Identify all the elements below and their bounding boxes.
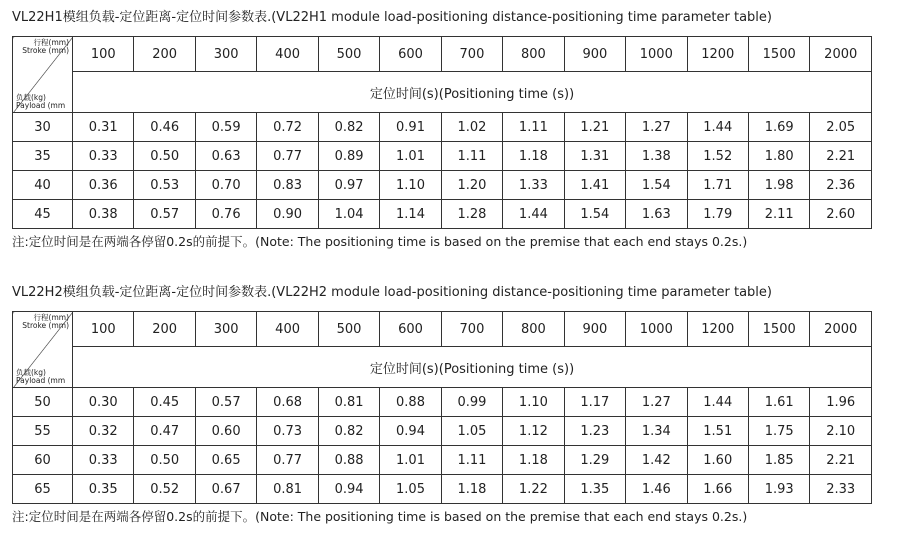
time-cell: 1.61: [748, 388, 809, 417]
time-cell: 0.59: [195, 113, 256, 142]
time-cell: 1.42: [626, 446, 687, 475]
stroke-axis-label: 行程(mm) Stroke (mm): [22, 313, 69, 330]
time-cell: 0.35: [73, 475, 134, 504]
time-cell: 0.94: [318, 475, 379, 504]
time-cell: 0.89: [318, 142, 379, 171]
table-row: [13, 113, 872, 142]
payload-cell: 45: [13, 200, 73, 229]
payload-cell: 65: [13, 475, 73, 504]
time-cell: 1.29: [564, 446, 625, 475]
payload-axis-label: 负载(kg) Payload (mm: [16, 93, 66, 110]
time-cell: 1.66: [687, 475, 748, 504]
time-cell: 1.44: [687, 113, 748, 142]
time-cell: 1.71: [687, 171, 748, 200]
table-note: 注:定位时间是在两端各停留0.2s的前提下。(Note: The positioning time is based on the premise that each end stays 0.2s.): [12, 509, 748, 524]
time-cell: 0.36: [73, 171, 134, 200]
time-cell: 2.36: [810, 171, 872, 200]
time-cell: 0.47: [134, 417, 195, 446]
time-cell: 0.65: [195, 446, 256, 475]
time-cell: 0.77: [257, 446, 318, 475]
stroke-header-cell: 500: [318, 312, 379, 347]
time-cell: 1.10: [380, 171, 441, 200]
time-cell: 1.12: [503, 417, 564, 446]
stroke-header-cell: 1200: [687, 312, 748, 347]
stroke-header-cell: 700: [441, 37, 502, 72]
time-cell: 0.30: [73, 388, 134, 417]
stroke-header-cell: 400: [257, 312, 318, 347]
time-cell: 0.88: [318, 446, 379, 475]
time-cell: 1.10: [503, 388, 564, 417]
time-cell: 2.33: [810, 475, 872, 504]
time-cell: 1.38: [626, 142, 687, 171]
time-cell: 1.44: [687, 388, 748, 417]
time-cell: 1.93: [748, 475, 809, 504]
table-title: VL22H1模组负载-定位距离-定位时间参数表.(VL22H1 module load-positioning distance-positioning time parameter table): [12, 10, 772, 25]
time-cell: 1.11: [441, 446, 502, 475]
parameter-table-vl22h1: [12, 36, 872, 229]
table-section-vl22h1: [12, 8, 888, 251]
time-cell: 0.68: [257, 388, 318, 417]
time-cell: 0.57: [195, 388, 256, 417]
time-cell: 0.90: [257, 200, 318, 229]
time-cell: 0.46: [134, 113, 195, 142]
stroke-header-cell: 700: [441, 312, 502, 347]
stroke-header-cell: 1500: [748, 312, 809, 347]
stroke-header-row: [13, 312, 872, 347]
payload-cell: 55: [13, 417, 73, 446]
time-cell: 2.21: [810, 142, 872, 171]
stroke-header-cell: 900: [564, 312, 625, 347]
time-cell: 2.05: [810, 113, 872, 142]
time-cell: 0.91: [380, 113, 441, 142]
payload-axis-label: 负载(kg) Payload (mm: [16, 368, 66, 385]
payload-cell: 40: [13, 171, 73, 200]
stroke-header-cell: 400: [257, 37, 318, 72]
time-cell: 1.46: [626, 475, 687, 504]
time-cell: 0.82: [318, 113, 379, 142]
time-cell: 1.05: [380, 475, 441, 504]
time-cell: 2.11: [748, 200, 809, 229]
time-cell: 1.22: [503, 475, 564, 504]
table-row: [13, 388, 872, 417]
table-row: [13, 446, 872, 475]
time-cell: 0.52: [134, 475, 195, 504]
positioning-time-label: 定位时间(s)(Positioning time (s)): [73, 347, 872, 388]
stroke-header-cell: 100: [73, 37, 134, 72]
stroke-header-cell: 1500: [748, 37, 809, 72]
time-cell: 1.04: [318, 200, 379, 229]
table-title: VL22H2模组负载-定位距离-定位时间参数表.(VL22H2 module load-positioning distance-positioning time parameter table): [12, 285, 772, 300]
time-cell: 1.21: [564, 113, 625, 142]
time-cell: 0.88: [380, 388, 441, 417]
time-cell: 1.01: [380, 446, 441, 475]
stroke-header-cell: 600: [380, 312, 441, 347]
corner-cell: [13, 37, 73, 113]
stroke-header-row: [13, 37, 872, 72]
time-cell: 0.82: [318, 417, 379, 446]
stroke-header-cell: 1000: [626, 37, 687, 72]
time-cell: 0.97: [318, 171, 379, 200]
time-cell: 0.70: [195, 171, 256, 200]
time-cell: 0.33: [73, 446, 134, 475]
stroke-header-cell: 300: [195, 312, 256, 347]
time-cell: 1.28: [441, 200, 502, 229]
time-cell: 0.83: [257, 171, 318, 200]
stroke-header-cell: 900: [564, 37, 625, 72]
time-cell: 1.79: [687, 200, 748, 229]
table-row: [13, 142, 872, 171]
payload-cell: 60: [13, 446, 73, 475]
time-cell: 0.76: [195, 200, 256, 229]
stroke-header-cell: 600: [380, 37, 441, 72]
time-cell: 1.63: [626, 200, 687, 229]
time-cell: 0.53: [134, 171, 195, 200]
stroke-header-cell: 200: [134, 312, 195, 347]
time-cell: 1.11: [441, 142, 502, 171]
time-cell: 0.99: [441, 388, 502, 417]
stroke-axis-label: 行程(mm) Stroke (mm): [22, 38, 69, 55]
time-cell: 0.32: [73, 417, 134, 446]
time-cell: 2.21: [810, 446, 872, 475]
time-cell: 1.98: [748, 171, 809, 200]
stroke-header-cell: 2000: [810, 37, 872, 72]
time-cell: 0.81: [257, 475, 318, 504]
time-cell: 1.02: [441, 113, 502, 142]
corner-cell: [13, 312, 73, 388]
time-cell: 0.50: [134, 142, 195, 171]
time-cell: 1.01: [380, 142, 441, 171]
time-cell: 1.60: [687, 446, 748, 475]
time-cell: 1.27: [626, 388, 687, 417]
time-cell: 1.35: [564, 475, 625, 504]
stroke-header-cell: 800: [503, 312, 564, 347]
time-cell: 1.34: [626, 417, 687, 446]
time-cell: 0.31: [73, 113, 134, 142]
stroke-header-cell: 300: [195, 37, 256, 72]
time-cell: 0.57: [134, 200, 195, 229]
time-cell: 1.05: [441, 417, 502, 446]
time-cell: 1.54: [626, 171, 687, 200]
positioning-time-label-row: [13, 72, 872, 113]
time-cell: 0.67: [195, 475, 256, 504]
time-cell: 1.31: [564, 142, 625, 171]
time-cell: 0.81: [318, 388, 379, 417]
time-cell: 1.18: [503, 142, 564, 171]
time-cell: 0.63: [195, 142, 256, 171]
stroke-header-cell: 1200: [687, 37, 748, 72]
time-cell: 0.33: [73, 142, 134, 171]
positioning-time-label-row: [13, 347, 872, 388]
stroke-header-cell: 500: [318, 37, 379, 72]
positioning-time-label: 定位时间(s)(Positioning time (s)): [73, 72, 872, 113]
time-cell: 0.45: [134, 388, 195, 417]
table-row: [13, 417, 872, 446]
time-cell: 1.23: [564, 417, 625, 446]
time-cell: 0.50: [134, 446, 195, 475]
time-cell: 1.11: [503, 113, 564, 142]
time-cell: 1.14: [380, 200, 441, 229]
time-cell: 1.54: [564, 200, 625, 229]
time-cell: 0.77: [257, 142, 318, 171]
payload-cell: 30: [13, 113, 73, 142]
time-cell: 2.10: [810, 417, 872, 446]
time-cell: 1.75: [748, 417, 809, 446]
time-cell: 1.33: [503, 171, 564, 200]
payload-cell: 50: [13, 388, 73, 417]
time-cell: 1.85: [748, 446, 809, 475]
payload-cell: 35: [13, 142, 73, 171]
time-cell: 1.18: [503, 446, 564, 475]
time-cell: 1.18: [441, 475, 502, 504]
time-cell: 0.94: [380, 417, 441, 446]
table-note: 注:定位时间是在两端各停留0.2s的前提下。(Note: The positioning time is based on the premise that each end stays 0.2s.): [12, 234, 748, 249]
stroke-header-cell: 800: [503, 37, 564, 72]
stroke-header-cell: 2000: [810, 312, 872, 347]
time-cell: 0.60: [195, 417, 256, 446]
parameter-table-vl22h2: [12, 311, 872, 504]
time-cell: 1.17: [564, 388, 625, 417]
stroke-header-cell: 100: [73, 312, 134, 347]
time-cell: 1.41: [564, 171, 625, 200]
time-cell: 1.20: [441, 171, 502, 200]
time-cell: 2.60: [810, 200, 872, 229]
table-row: [13, 171, 872, 200]
stroke-header-cell: 200: [134, 37, 195, 72]
time-cell: 1.27: [626, 113, 687, 142]
stroke-header-cell: 1000: [626, 312, 687, 347]
time-cell: 1.44: [503, 200, 564, 229]
table-row: [13, 200, 872, 229]
time-cell: 1.80: [748, 142, 809, 171]
time-cell: 1.96: [810, 388, 872, 417]
time-cell: 0.38: [73, 200, 134, 229]
time-cell: 1.52: [687, 142, 748, 171]
table-row: [13, 475, 872, 504]
time-cell: 0.72: [257, 113, 318, 142]
time-cell: 0.73: [257, 417, 318, 446]
table-section-vl22h2: [12, 283, 888, 526]
time-cell: 1.51: [687, 417, 748, 446]
time-cell: 1.69: [748, 113, 809, 142]
